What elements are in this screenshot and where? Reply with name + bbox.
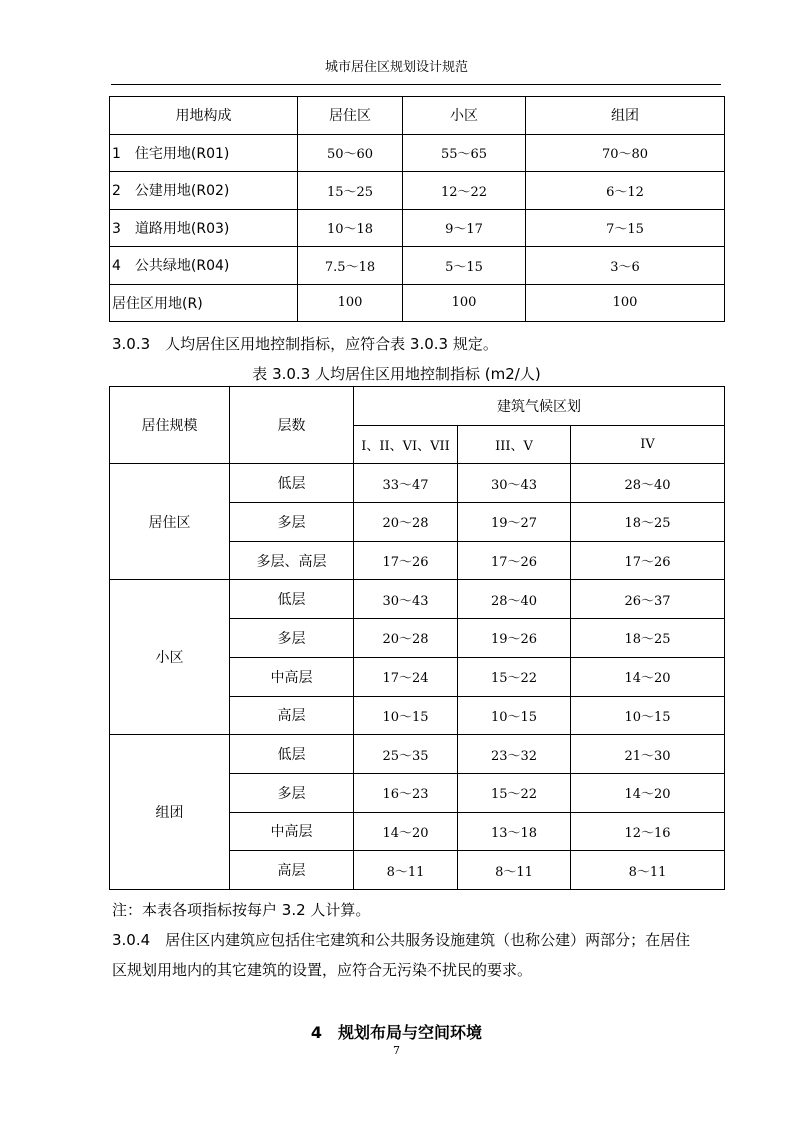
table-cell: 14～20 <box>571 657 725 696</box>
table-cell: 21～30 <box>571 735 725 774</box>
table-cell: 20～28 <box>354 619 458 658</box>
table-cell: 100 <box>403 284 526 322</box>
column-header: 建筑气候区划 <box>354 387 725 426</box>
table-caption: 表 3.0.3 人均居住区用地控制指标 (m2/人) <box>252 365 541 383</box>
table-cell: 19～27 <box>458 503 571 542</box>
table-cell: 70～80 <box>526 134 725 172</box>
table-cell: 30～43 <box>458 464 571 503</box>
row-label: 3 道路用地(R03) <box>110 209 298 247</box>
table-cell: 26～37 <box>571 580 725 619</box>
floors-label: 高层 <box>230 851 354 890</box>
table-cell: 17～26 <box>354 541 458 580</box>
table-cell: 8～11 <box>458 851 571 890</box>
table-cell: 8～11 <box>354 851 458 890</box>
table-row <box>110 284 725 322</box>
table-cell: 15～22 <box>458 657 571 696</box>
floors-label: 中高层 <box>230 657 354 696</box>
column-header: 用地构成 <box>110 97 298 135</box>
table-cell: 28～40 <box>458 580 571 619</box>
floors-label: 低层 <box>230 464 354 503</box>
table-cell: 10～15 <box>571 696 725 735</box>
scale-group-label: 小区 <box>110 580 230 735</box>
table-cell: 15～22 <box>458 773 571 812</box>
table-row <box>110 209 725 247</box>
table-cell: 16～23 <box>354 773 458 812</box>
table-header-row <box>110 97 725 135</box>
clause-3-0-4-line-1: 3.0.4 居住区内建筑应包括住宅建筑和公共服务设施建筑（也称公建）两部分；在居住 <box>112 931 691 949</box>
table-cell: 13～18 <box>458 812 571 851</box>
table-cell: 10～15 <box>458 696 571 735</box>
table-row <box>110 247 725 285</box>
table-row <box>110 134 725 172</box>
table-cell: 10～15 <box>354 696 458 735</box>
table-cell: 19～26 <box>458 619 571 658</box>
row-label: 1 住宅用地(R01) <box>110 134 298 172</box>
floors-label: 低层 <box>230 580 354 619</box>
table-cell: 100 <box>298 284 403 322</box>
table-cell: 17～26 <box>458 541 571 580</box>
table-cell: 55～65 <box>403 134 526 172</box>
table-cell: 14～20 <box>354 812 458 851</box>
table-cell: 3～6 <box>526 247 725 285</box>
land-composition-table <box>109 96 725 322</box>
column-header: 小区 <box>403 97 526 135</box>
table-cell: 17～24 <box>354 657 458 696</box>
table-cell: 33～47 <box>354 464 458 503</box>
floors-label: 多层 <box>230 619 354 658</box>
table-cell: 100 <box>526 284 725 322</box>
table-cell: 18～25 <box>571 619 725 658</box>
table-cell: 9～17 <box>403 209 526 247</box>
scale-group-label: 居住区 <box>110 464 230 580</box>
scale-group-label: 组团 <box>110 735 230 890</box>
clause-3-0-3: 3.0.3 人均居住区用地控制指标，应符合表 3.0.3 规定。 <box>112 335 498 353</box>
table-cell: 5～15 <box>403 247 526 285</box>
column-header: 层数 <box>230 387 354 464</box>
per-capita-land-table <box>109 386 725 890</box>
floors-label: 中高层 <box>230 812 354 851</box>
running-header: 城市居住区规划设计规范 <box>324 60 468 75</box>
table-cell: 7～15 <box>526 209 725 247</box>
column-header: 组团 <box>526 97 725 135</box>
table-row <box>110 464 725 503</box>
table-cell: 14～20 <box>571 773 725 812</box>
column-header: 居住规模 <box>110 387 230 464</box>
table-row <box>110 580 725 619</box>
column-header: 居住区 <box>298 97 403 135</box>
floors-label: 低层 <box>230 735 354 774</box>
table-cell: 6～12 <box>526 172 725 210</box>
table-cell: 12～16 <box>571 812 725 851</box>
floors-label: 高层 <box>230 696 354 735</box>
page-number: 7 <box>393 1044 400 1057</box>
table-cell: 50～60 <box>298 134 403 172</box>
clause-3-0-4-line-2: 区规划用地内的其它建筑的设置，应符合无污染不扰民的要求。 <box>112 961 533 979</box>
table-row <box>110 172 725 210</box>
table-note: 注：本表各项指标按每户 3.2 人计算。 <box>112 901 371 919</box>
table-cell: 20～28 <box>354 503 458 542</box>
section-heading: 4 规划布局与空间环境 <box>310 1023 483 1042</box>
table-cell: 23～32 <box>458 735 571 774</box>
table-cell: 25～35 <box>354 735 458 774</box>
column-header: IV <box>571 425 725 464</box>
row-label: 2 公建用地(R02) <box>110 172 298 210</box>
column-header: I、II、VI、VII <box>354 425 458 464</box>
table-cell: 8～11 <box>571 851 725 890</box>
header-rule <box>111 84 721 85</box>
table-cell: 30～43 <box>354 580 458 619</box>
floors-label: 多层 <box>230 503 354 542</box>
row-label: 4 公共绿地(R04) <box>110 247 298 285</box>
table-header-row <box>110 387 725 426</box>
column-header: III、V <box>458 425 571 464</box>
row-label: 居住区用地(R) <box>110 284 298 322</box>
table-cell: 12～22 <box>403 172 526 210</box>
table-cell: 15～25 <box>298 172 403 210</box>
table-row <box>110 735 725 774</box>
table-cell: 28～40 <box>571 464 725 503</box>
table-cell: 10～18 <box>298 209 403 247</box>
floors-label: 多层、高层 <box>230 541 354 580</box>
table-cell: 7.5～18 <box>298 247 403 285</box>
table-cell: 17～26 <box>571 541 725 580</box>
floors-label: 多层 <box>230 773 354 812</box>
table-cell: 18～25 <box>571 503 725 542</box>
